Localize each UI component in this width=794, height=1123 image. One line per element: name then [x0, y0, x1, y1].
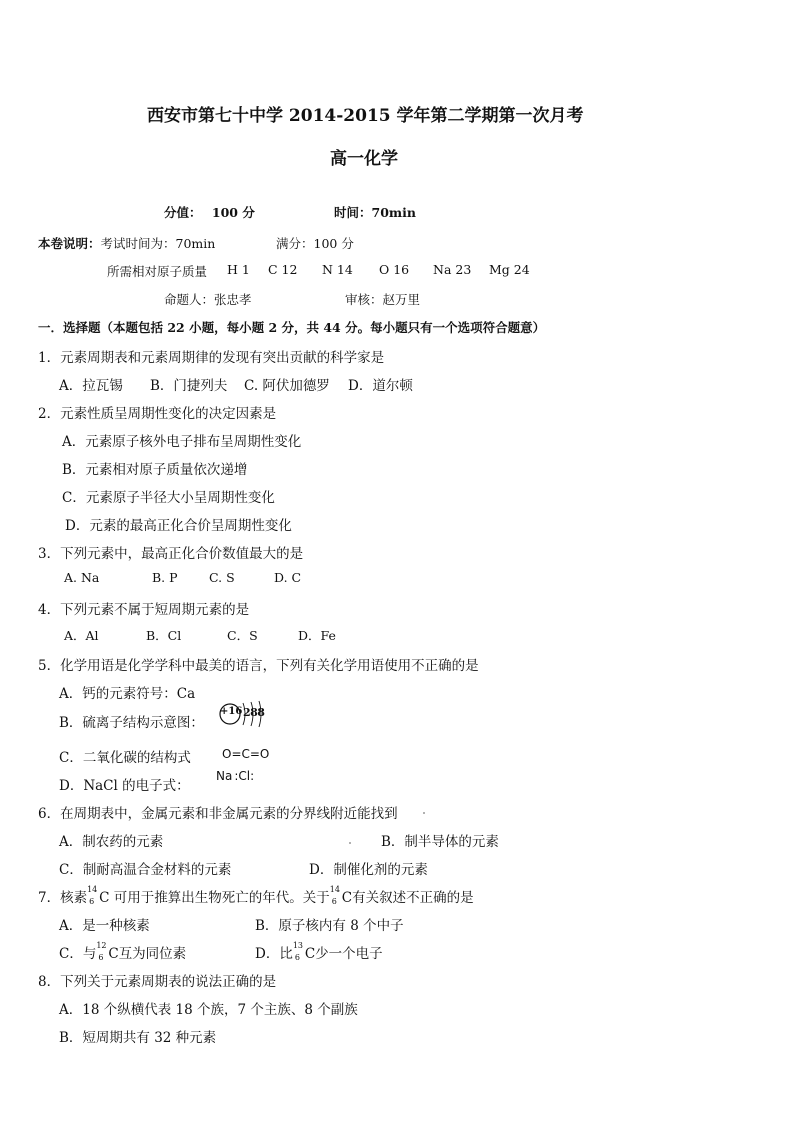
- score-value: 100 分: [211, 205, 255, 220]
- q5-option-d: D．NaCl 的电子式：: [59, 778, 190, 794]
- q3-option-a: A. Na: [64, 570, 100, 585]
- nacl-na: Na: [216, 769, 233, 783]
- q7-stem-part1: 7．核素: [38, 890, 88, 906]
- exam-time: 考试时间为：70min: [100, 236, 216, 251]
- q6-option-d: D．制催化剂的元素: [309, 862, 428, 878]
- q7-stem: [38, 886, 474, 906]
- q8-stem: 8．下列关于元素周期表的说法正确的是: [38, 974, 277, 990]
- nuclide-c14-b-symbol: C: [341, 890, 353, 906]
- q2-option-b: B．元素相对原子质量依次递增: [62, 462, 248, 478]
- atomic-mass-mg: Mg 24: [489, 262, 530, 277]
- q6-option-b: B．制半导体的元素: [381, 834, 499, 850]
- q6-stem: 6．在周期表中，金属元素和非金属元素的分界线附近能找到: [38, 806, 398, 822]
- q5-option-c: C．二氧化碳的结构式: [59, 750, 191, 766]
- nuclide-c14-b: [329, 885, 342, 906]
- nuclide-c13-mass: 13: [292, 941, 304, 950]
- q7-c-post: 互为同位素: [118, 946, 187, 962]
- q7-option-b: B．原子核内有 8 个中子: [255, 918, 404, 934]
- electron-shells: 288: [243, 706, 265, 719]
- time-label: 时间：: [334, 205, 372, 220]
- nuclide-c12: [96, 941, 108, 962]
- score-label: 分值：: [164, 205, 202, 220]
- nuclide-c12-symbol: C: [108, 946, 119, 962]
- q2-option-d: D．元素的最高正化合价呈周期性变化: [65, 518, 292, 534]
- co2-structural-formula: O=C=O: [222, 747, 270, 761]
- reviewer: 审核：赵万里: [345, 292, 421, 307]
- instructions-row: [38, 234, 215, 252]
- q8-option-a: A．18 个纵横代表 18 个族，7 个主族、8 个副族: [59, 1002, 358, 1018]
- atomic-mass-na: Na 23: [433, 262, 472, 277]
- nucleus-charge: +16: [220, 706, 243, 717]
- q2-option-c: C．元素原子半径大小呈周期性变化: [62, 490, 275, 506]
- q2-stem: 2．元素性质呈周期性变化的决定因素是: [38, 406, 277, 422]
- nuclide-c14-mass: 14: [87, 885, 98, 894]
- time-row: [334, 203, 416, 221]
- q7-stem-part2: 可用于推算出生物死亡的年代。关于: [109, 890, 330, 906]
- atomic-mass-h: H 1: [227, 262, 250, 277]
- atomic-mass-label: 所需相对原子质量: [107, 264, 208, 279]
- q5-option-a: A．钙的元素符号：Ca: [59, 686, 196, 702]
- stray-dot-1: [423, 812, 425, 814]
- q1-stem: 1．元素周期表和元素周期律的发现有突出贡献的科学家是: [38, 350, 385, 366]
- q4-option-b: B．Cl: [146, 628, 182, 643]
- q4-option-c: C．S: [227, 628, 258, 643]
- page-subtitle: 高一化学: [330, 149, 398, 169]
- q3-option-b: B. P: [152, 570, 178, 585]
- q3-option-c: C. S: [209, 570, 235, 585]
- nacl-cl: :Cl:: [234, 769, 255, 783]
- author: 命题人：张忠孝: [164, 292, 252, 307]
- nacl-electron-formula: [216, 769, 254, 783]
- q4-option-d: D．Fe: [298, 628, 336, 643]
- nuclide-c14: [87, 885, 99, 906]
- nuclide-c13: [292, 941, 305, 962]
- nuclide-c13-z: 6: [294, 953, 300, 962]
- instructions-label: 本卷说明：: [38, 236, 101, 251]
- stray-dot-2: [349, 842, 351, 844]
- page-title: 西安市第七十中学 2014-2015 学年第二学期第一次月考: [147, 106, 584, 126]
- q6-option-a: A．制农药的元素: [59, 834, 164, 850]
- section-heading: 一．选择题（本题包括 22 小题，每小题 2 分，共 44 分。每小题只有一个选项符合题意）: [38, 320, 546, 335]
- q4-stem: 4．下列元素不属于短周期元素的是: [38, 602, 250, 618]
- full-score: 满分：100 分: [276, 236, 354, 251]
- nuclide-c14-b-z: 6: [331, 897, 337, 906]
- q1-option-d: D．道尔顿: [348, 378, 413, 394]
- q7-option-a: A．是一种核素: [59, 918, 150, 934]
- time-value: 70min: [371, 205, 416, 220]
- q5-option-b: B．硫离子结构示意图：: [59, 715, 204, 731]
- q3-option-d: D. C: [274, 570, 302, 585]
- q4-option-a: A．Al: [64, 628, 99, 643]
- q7-c-pre: C．与: [59, 946, 97, 962]
- nuclide-c14-z: 6: [89, 897, 95, 906]
- atomic-mass-c: C 12: [268, 262, 298, 277]
- q7-d-post: 少一个电子: [315, 946, 383, 962]
- q7-stem-part3: 有关叙述不正确的是: [352, 890, 474, 906]
- q7-option-d: [255, 942, 383, 962]
- q8-option-b: B．短周期共有 32 种元素: [59, 1030, 217, 1046]
- q1-option-b: B．门捷列夫: [150, 378, 228, 394]
- q1-option-c: C. 阿伏加德罗: [244, 378, 330, 394]
- q6-option-c: C．制耐高温合金材料的元素: [59, 862, 232, 878]
- nuclide-c14-b-mass: 14: [329, 885, 340, 894]
- q1-option-a: A．拉瓦锡: [59, 378, 123, 394]
- q7-option-c: [59, 942, 186, 962]
- nuclide-c12-mass: 12: [96, 941, 107, 950]
- atomic-mass-o: O 16: [379, 262, 410, 277]
- q3-stem: 3．下列元素中，最高正化合价数值最大的是: [38, 546, 304, 562]
- q5-stem: 5．化学用语是化学学科中最美的语言，下列有关化学用语使用不正确的是: [38, 658, 479, 674]
- q7-d-pre: D．比: [255, 946, 293, 962]
- score-row: [164, 203, 255, 221]
- q2-option-a: A．元素原子核外电子排布呈周期性变化: [62, 434, 302, 450]
- nuclide-c14-symbol: C: [99, 890, 110, 906]
- sulfide-ion-diagram: [218, 697, 270, 731]
- nuclide-c13-symbol: C: [304, 946, 316, 962]
- atomic-mass-n: N 14: [322, 262, 353, 277]
- nuclide-c12-z: 6: [98, 953, 104, 962]
